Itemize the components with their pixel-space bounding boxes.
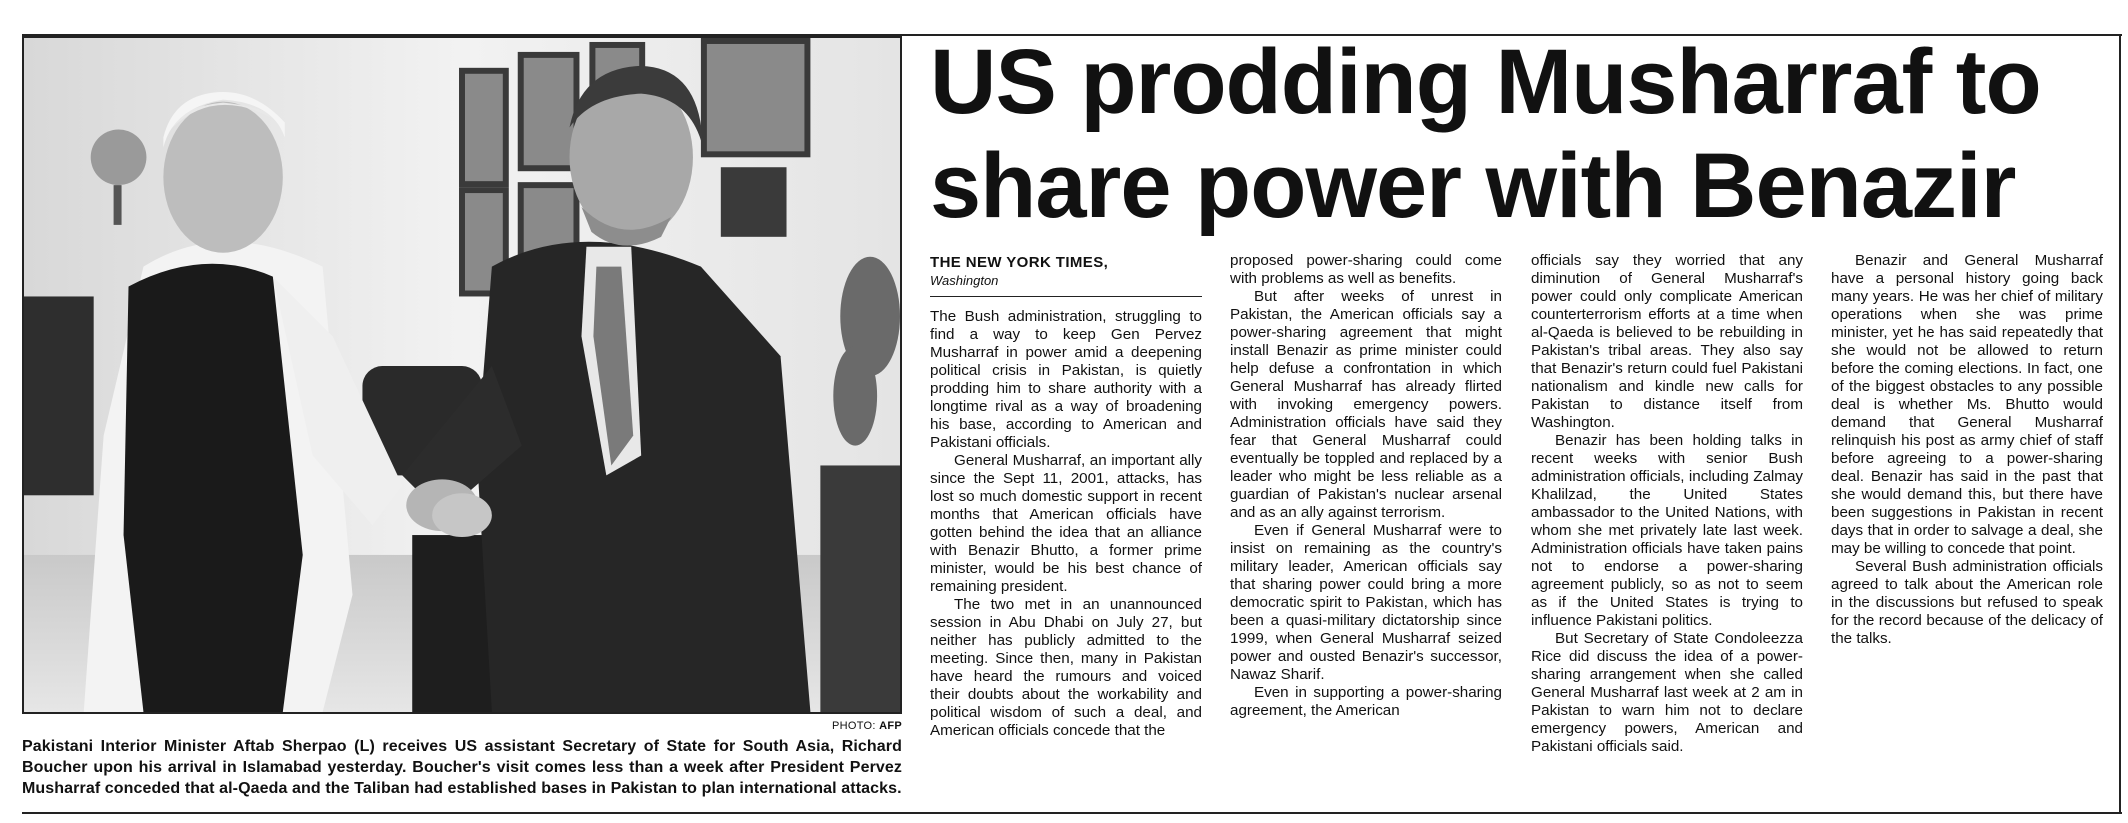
paragraph: Benazir and General Musharraf have a personal history going back many years. He was her chief of military operations when she was prime minister, yet he has said repeatedly that she would not be allowed to return before the coming elections. In fact, one of the biggest obstacles to any possible deal is whether Ms. Bhutto would demand that General Musharraf relinquish his post as army chief of staff before agreeing to a power-sharing deal. Benazir has said in the past that she would demand this, but there have been suggestions in Pakistan in recent days that in order to salvage a deal, she may be willing to concede that point. (1831, 252, 2103, 557)
headline (930, 30, 2110, 238)
photo-credit-label: PHOTO: (831, 720, 876, 732)
paragraph: But after weeks of unrest in Pakistan, the American officials say a power-sharing agreement that might install Benazir as prime minister could help defuse a confrontation in which General Musharraf has already flirted with invoking emergency powers. Administration officials have said they fear that General Musharraf could eventually be toppled and replaced by a leader who might be less reliable as a guardian of Pakistan's nuclear arsenal and as an ally against terrorism. (1230, 288, 1502, 521)
right-rule (2119, 34, 2121, 814)
photo-credit-source: AFP (879, 720, 902, 732)
bottom-rule (22, 812, 2122, 814)
paragraph: Even in supporting a power-sharing agreement, the American (1230, 684, 1502, 719)
paragraph: Several Bush administration officials agreed to talk about the American role in the discussions but refused to speak for the record because of the delicacy of the talks. (1831, 558, 2103, 647)
dateline-place: Washington (930, 273, 999, 288)
paragraph: General Musharraf, an important ally since the Sept 11, 2001, attacks, has lost so much domestic support in recent months that American officials have gotten behind the idea that an alliance with Benazir Bhutto, a former prime minister, would be his best chance of remaining president. (930, 452, 1202, 595)
article-column-3 (1531, 252, 1803, 756)
article-column-1 (930, 308, 1202, 740)
photo-credit (22, 720, 902, 732)
byline-rule (930, 296, 1202, 297)
paragraph: Benazir has been holding talks in recent weeks with senior Bush administration officials, including Zalmay Khalilzad, the United States ambassador to the United Nations, with whom she met privately late last week. Administration officials have taken pains not to endorse a power-sharing agreement publicly, so as not to seem as if the United States is trying to influence Pakistani politics. (1531, 432, 1803, 629)
paragraph: But Secretary of State Condoleezza Rice did discuss the idea of a power-sharing arrangement when she called General Musharraf last week at 2 am in Pakistan to warn him not to declare emergency powers, American and Pakistani officials said. (1531, 630, 1803, 755)
handshake-photo-illustration (24, 38, 900, 712)
byline-source: THE NEW YORK TIMES, (930, 254, 1109, 271)
news-photo (22, 36, 902, 714)
photo-caption: Pakistani Interior Minister Aftab Sherpao (L) receives US assistant Secretary of State for South Asia, Richard Boucher upon his arrival in Islamabad yesterday. Boucher's visit comes less than a week after President Pervez Musharraf conceded that al-Qaeda and the Taliban had established bases in Pakistan to plan international attacks. (22, 738, 902, 797)
paragraph: The two met in an unannounced session in Abu Dhabi on July 27, but neither has publicly admitted to the meeting. Since then, many in Pakistan have heard the rumours and voiced their doubts about the workability and political wisdom of such a deal, and American officials concede that the (930, 596, 1202, 739)
headline-line-2: share power with Benazir (930, 135, 2016, 237)
article-column-4 (1831, 252, 2103, 648)
paragraph: proposed power-sharing could come with problems as well as benefits. (1230, 252, 1502, 287)
paragraph: Even if General Musharraf were to insist on remaining as the country's military leader, American officials say that sharing power could bring a more democratic spirit to Pakistan, which has been a quasi-military dictatorship since 1999, when General Musharraf seized power and ousted Benazir's successor, Nawaz Sharif. (1230, 522, 1502, 683)
paragraph: officials say they worried that any diminution of General Musharraf's power could only complicate American counterterrorism efforts at a time when al-Qaeda is believed to be rebuilding in Pakistan's tribal areas. They also say that Benazir's return could fuel Pakistani nationalism and kindle new calls for Pakistan to distance itself from Washington. (1531, 252, 1803, 431)
headline-line-1: US prodding Musharraf to (930, 31, 2041, 133)
paragraph: The Bush administration, struggling to find a way to keep Gen Pervez Musharraf in power amid a deepening political crisis in Pakistan, is quietly prodding him to share authority with a longtime rival as a way of broadening his base, according to American and Pakistani officials. (930, 308, 1202, 451)
article-column-2 (1230, 252, 1502, 720)
